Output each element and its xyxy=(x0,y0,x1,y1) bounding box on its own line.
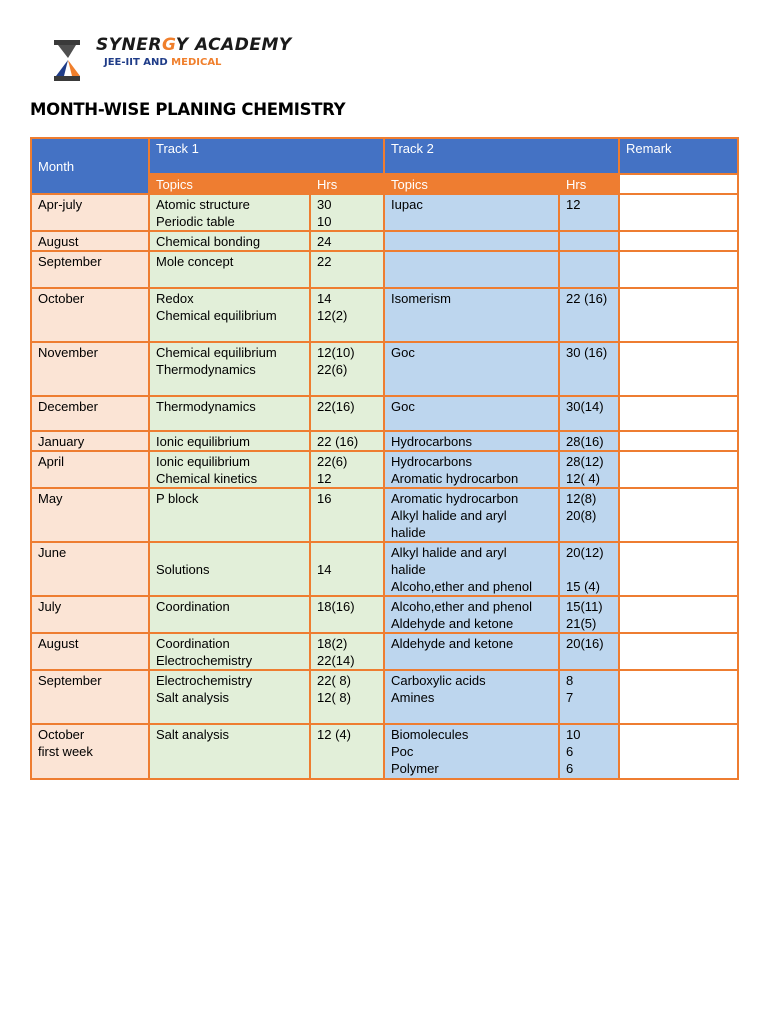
cell-text-line: Aromatic hydrocarbon xyxy=(391,471,519,486)
track2-topics-cell xyxy=(384,231,559,251)
track1-topics-cell xyxy=(149,451,310,488)
month-cell xyxy=(31,670,149,724)
cell-text-line: Aromatic hydrocarbon xyxy=(391,491,519,506)
cell-text-line: 30 xyxy=(317,197,332,212)
cell-text-line: 15(11) xyxy=(566,599,603,614)
cell-text-line: October xyxy=(38,291,85,306)
track2-header: Track 2 xyxy=(384,138,619,174)
cell-text-line: Ionic equilibrium xyxy=(156,454,250,469)
track2-topics-cell xyxy=(384,724,559,779)
cell-text-line: Electrochemistry xyxy=(156,673,253,688)
remark-subheader xyxy=(619,174,738,194)
track2-hrs-cell xyxy=(559,342,619,396)
cell-text-line: May xyxy=(38,491,63,506)
track2-hrs-cell xyxy=(559,670,619,724)
table-row xyxy=(31,596,738,633)
cell-text-line: Coordination xyxy=(156,636,230,651)
table-row xyxy=(31,633,738,670)
track2-hrs-cell xyxy=(559,633,619,670)
cell-text-line: 28(16) xyxy=(566,434,604,449)
cell-text-line: Alkyl halide and aryl xyxy=(391,545,507,560)
cell-text-line: Mole concept xyxy=(156,254,234,269)
track2-hrs-cell xyxy=(559,542,619,596)
cell-text-line: April xyxy=(38,454,65,469)
track2-topics-cell xyxy=(384,251,559,288)
cell-text-line xyxy=(156,544,303,561)
cell-text-line: 12( 4) xyxy=(566,471,600,486)
track2-hrs-cell xyxy=(559,596,619,633)
cell-text-line: 21(5) xyxy=(566,616,597,631)
table-row xyxy=(31,231,738,251)
cell-text-line: Chemical kinetics xyxy=(156,471,258,486)
cell-text-line: Thermodynamics xyxy=(156,399,256,414)
cell-text-line: 20(8) xyxy=(566,508,597,523)
cell-text-line: 18(2) xyxy=(317,636,348,651)
cell-text-line: 22( 8) xyxy=(317,673,351,688)
cell-text-line: Hydrocarbons xyxy=(391,454,472,469)
track1-header: Track 1 xyxy=(149,138,384,174)
cell-text-line: P block xyxy=(156,491,199,506)
cell-text-line xyxy=(566,561,612,578)
track2-topics-cell xyxy=(384,431,559,451)
track1-hrs-cell xyxy=(310,488,384,542)
cell-text-line: Periodic table xyxy=(156,214,235,229)
month-cell xyxy=(31,342,149,396)
cell-text-line: Thermodynamics xyxy=(156,362,256,377)
track1-topics-cell xyxy=(149,288,310,342)
remark-cell xyxy=(619,431,738,451)
table-row xyxy=(31,288,738,342)
month-cell xyxy=(31,396,149,431)
cell-text-line: 22 (16) xyxy=(317,434,359,449)
cell-text-line: Chemical equilibrium xyxy=(156,345,277,360)
track1-topics-cell xyxy=(149,231,310,251)
cell-text-line: Redox xyxy=(156,291,194,306)
track1-hrs-cell xyxy=(310,342,384,396)
track2-hrs-cell xyxy=(559,396,619,431)
remark-cell xyxy=(619,451,738,488)
cell-text-line: 30 (16) xyxy=(566,345,608,360)
cell-text-line: 22 (16) xyxy=(566,291,608,306)
table-row xyxy=(31,194,738,231)
track1-hrs-cell xyxy=(310,231,384,251)
cell-text-line: Poc xyxy=(391,744,414,759)
remark-cell xyxy=(619,396,738,431)
track2-hrs-cell xyxy=(559,488,619,542)
remark-cell xyxy=(619,194,738,231)
table-row xyxy=(31,251,738,288)
cell-text-line: June xyxy=(38,545,67,560)
track2-hrs-header: Hrs xyxy=(559,174,619,194)
cell-text-line: 8 xyxy=(566,673,574,688)
table-row xyxy=(31,542,738,596)
track1-topics-cell xyxy=(149,488,310,542)
track2-hrs-cell xyxy=(559,194,619,231)
month-cell xyxy=(31,542,149,596)
cell-text-line: 12( 8) xyxy=(317,690,351,705)
cell-text-line: 12 (4) xyxy=(317,727,351,742)
cell-text-line: Coordination xyxy=(156,599,230,614)
cell-text-line: November xyxy=(38,345,98,360)
remark-cell xyxy=(619,342,738,396)
cell-text-line: Alcoho,ether and phenol xyxy=(391,579,532,594)
cell-text-line xyxy=(317,544,377,561)
cell-text-line: 12 xyxy=(566,197,581,212)
track1-hrs-cell xyxy=(310,288,384,342)
track2-hrs-cell xyxy=(559,724,619,779)
cell-text-line: August xyxy=(38,636,79,651)
month-cell xyxy=(31,194,149,231)
track2-topics-cell xyxy=(384,451,559,488)
remark-cell xyxy=(619,724,738,779)
page-title: MONTH-WISE PLANING CHEMISTRY xyxy=(30,100,346,119)
cell-text-line: 15 (4) xyxy=(566,579,600,594)
month-cell xyxy=(31,251,149,288)
track1-topics-cell xyxy=(149,194,310,231)
track2-hrs-cell xyxy=(559,231,619,251)
track1-topics-cell xyxy=(149,542,310,596)
track1-topics-cell xyxy=(149,396,310,431)
cell-text-line: 6 xyxy=(566,744,574,759)
cell-text-line: 16 xyxy=(317,491,332,506)
track2-topics-header: Topics xyxy=(384,174,559,194)
remark-cell xyxy=(619,596,738,633)
table-row xyxy=(31,451,738,488)
month-cell xyxy=(31,231,149,251)
academy-logo xyxy=(50,35,292,84)
track1-hrs-cell xyxy=(310,396,384,431)
cell-text-line: 22(16) xyxy=(317,399,355,414)
remark-cell xyxy=(619,542,738,596)
cell-text-line: Aldehyde and ketone xyxy=(391,616,514,631)
cell-text-line: halide xyxy=(391,562,426,577)
month-cell xyxy=(31,633,149,670)
cell-text-line: Aldehyde and ketone xyxy=(391,636,514,651)
remark-cell xyxy=(619,633,738,670)
track1-hrs-header: Hrs xyxy=(310,174,384,194)
cell-text-line: 10 xyxy=(317,214,332,229)
track2-topics-cell xyxy=(384,342,559,396)
cell-text-line: Solutions xyxy=(156,562,210,577)
month-cell xyxy=(31,724,149,779)
track2-hrs-cell xyxy=(559,288,619,342)
cell-text-line: 20(12) xyxy=(566,545,604,560)
cell-text-line: Salt analysis xyxy=(156,727,229,742)
cell-text-line: December xyxy=(38,399,98,414)
cell-text-line: 20(16) xyxy=(566,636,604,651)
remark-cell xyxy=(619,288,738,342)
table-row xyxy=(31,670,738,724)
track1-topics-cell xyxy=(149,596,310,633)
cell-text-line: Polymer xyxy=(391,761,439,776)
track1-hrs-cell xyxy=(310,724,384,779)
cell-text-line: October xyxy=(38,727,85,742)
track1-hrs-cell xyxy=(310,633,384,670)
cell-text-line: 10 xyxy=(566,727,581,742)
cell-text-line: Chemical equilibrium xyxy=(156,308,277,323)
hourglass-logo-icon xyxy=(50,38,90,84)
month-wise-plan-table xyxy=(30,137,739,780)
track1-topics-header: Topics xyxy=(149,174,310,194)
cell-text-line: 24 xyxy=(317,234,332,249)
cell-text-line: Ionic equilibrium xyxy=(156,434,250,449)
cell-text-line: 22(14) xyxy=(317,653,355,668)
track2-topics-cell xyxy=(384,488,559,542)
month-cell xyxy=(31,431,149,451)
cell-text-line: August xyxy=(38,234,79,249)
remark-cell xyxy=(619,251,738,288)
remark-cell xyxy=(619,488,738,542)
track2-hrs-cell xyxy=(559,251,619,288)
cell-text-line: 7 xyxy=(566,690,574,705)
cell-text-line: 12(2) xyxy=(317,308,348,323)
table-row xyxy=(31,396,738,431)
remark-header: Remark xyxy=(619,138,738,174)
cell-text-line: Goc xyxy=(391,399,415,414)
cell-text-line: September xyxy=(38,673,102,688)
cell-text-line: Atomic structure xyxy=(156,197,250,212)
month-cell xyxy=(31,488,149,542)
track2-topics-cell xyxy=(384,542,559,596)
track1-hrs-cell xyxy=(310,194,384,231)
cell-text-line: 12(10) xyxy=(317,345,355,360)
cell-text-line: 12(8) xyxy=(566,491,597,506)
track2-topics-cell xyxy=(384,670,559,724)
month-cell xyxy=(31,596,149,633)
month-cell xyxy=(31,288,149,342)
track2-topics-cell xyxy=(384,596,559,633)
cell-text-line: Salt analysis xyxy=(156,690,229,705)
track1-hrs-cell xyxy=(310,596,384,633)
cell-text-line: 14 xyxy=(317,291,332,306)
cell-text-line: halide xyxy=(391,525,426,540)
track2-hrs-cell xyxy=(559,451,619,488)
cell-text-line: January xyxy=(38,434,85,449)
cell-text-line: 22(6) xyxy=(317,454,348,469)
remark-cell xyxy=(619,670,738,724)
plan-rows xyxy=(31,194,738,779)
cell-text-line: 22 xyxy=(317,254,332,269)
cell-text-line: 12 xyxy=(317,471,332,486)
cell-text-line: 30(14) xyxy=(566,399,604,414)
track2-hrs-cell xyxy=(559,431,619,451)
table-row xyxy=(31,342,738,396)
brand-tagline: JEE-IIT AND MEDICAL xyxy=(104,57,222,68)
cell-text-line: 22(6) xyxy=(317,362,348,377)
track1-topics-cell xyxy=(149,633,310,670)
track1-hrs-cell xyxy=(310,451,384,488)
table-row xyxy=(31,488,738,542)
track2-topics-cell xyxy=(384,633,559,670)
cell-text-line: 6 xyxy=(566,761,574,776)
remark-cell xyxy=(619,231,738,251)
track2-topics-cell xyxy=(384,194,559,231)
track1-hrs-cell xyxy=(310,670,384,724)
cell-text-line: July xyxy=(38,599,62,614)
cell-text-line: Electrochemistry xyxy=(156,653,253,668)
cell-text-line: Carboxylic acids xyxy=(391,673,486,688)
cell-text-line: Goc xyxy=(391,345,415,360)
month-cell xyxy=(31,451,149,488)
track1-hrs-cell xyxy=(310,542,384,596)
track1-hrs-cell xyxy=(310,251,384,288)
track1-hrs-cell xyxy=(310,431,384,451)
cell-text-line: September xyxy=(38,254,102,269)
cell-text-line: Apr-july xyxy=(38,197,83,212)
month-column-header: Month xyxy=(31,138,149,194)
brand-name: SYNERGY ACADEMY xyxy=(96,35,292,55)
track1-topics-cell xyxy=(149,342,310,396)
cell-text-line: 18(16) xyxy=(317,599,355,614)
cell-text-line: Biomolecules xyxy=(391,727,469,742)
cell-text-line: Alcoho,ether and phenol xyxy=(391,599,532,614)
cell-text-line: 28(12) xyxy=(566,454,604,469)
cell-text-line: Hydrocarbons xyxy=(391,434,472,449)
table-row xyxy=(31,724,738,779)
track1-topics-cell xyxy=(149,670,310,724)
cell-text-line: first week xyxy=(38,744,93,759)
cell-text-line: 14 xyxy=(317,562,332,577)
track1-topics-cell xyxy=(149,431,310,451)
cell-text-line: Chemical bonding xyxy=(156,234,261,249)
table-row xyxy=(31,431,738,451)
cell-text-line: Iupac xyxy=(391,197,423,212)
cell-text-line: Isomerism xyxy=(391,291,451,306)
track1-topics-cell xyxy=(149,251,310,288)
cell-text-line: Amines xyxy=(391,690,435,705)
cell-text-line: Alkyl halide and aryl xyxy=(391,508,507,523)
track2-topics-cell xyxy=(384,288,559,342)
track2-topics-cell xyxy=(384,396,559,431)
track1-topics-cell xyxy=(149,724,310,779)
